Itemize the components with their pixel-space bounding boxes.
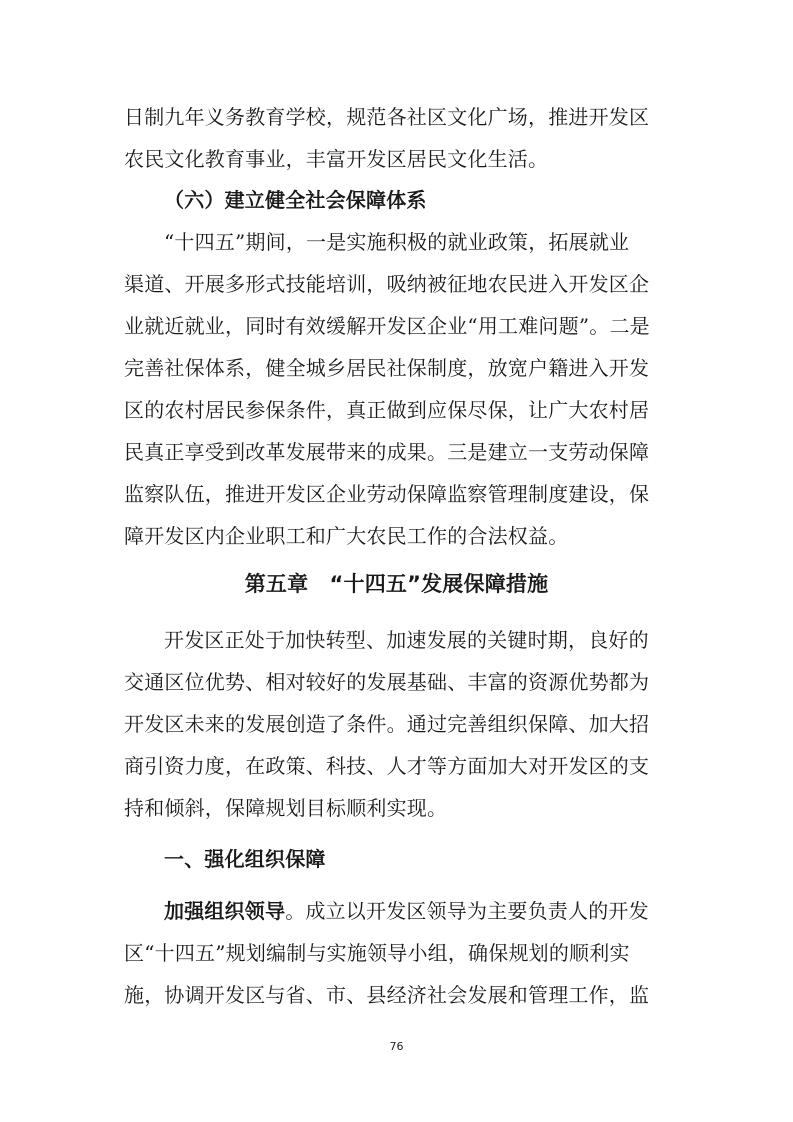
text-line: 障开发区内企业职工和广大农民工作的合法权益。 — [124, 524, 569, 548]
text-line: 业就近就业，同时有效缓解开发区企业“用工难问题”。二是 — [124, 314, 650, 338]
text-line: 施，协调开发区与省、市、县经济社会发展和管理工作，监 — [124, 983, 650, 1007]
text-line: 民真正享受到改革发展带来的成果。三是建立一支劳动保障 — [124, 440, 650, 464]
text-line: 完善社保体系，健全城乡居民社保制度，放宽户籍进入开发 — [124, 356, 650, 380]
page-number: 76 — [389, 1040, 404, 1053]
text-line — [164, 898, 649, 924]
text-line: 渠道、开展多形式技能培训，吸纳被征地农民进入开发区企 — [124, 272, 650, 296]
section-heading: （六）建立健全社会保障体系 — [164, 188, 427, 212]
text-line: “十四五”期间，一是实施积极的就业政策，拓展就业 — [164, 230, 630, 254]
text-line: 区“十四五”规划编制与实施领导小组，确保规划的顺利实 — [124, 941, 630, 965]
text-line: 区的农村居民参保条件，真正做到应保尽保，让广大农村居 — [124, 398, 650, 422]
text-line: 监察队伍，推进开发区企业劳动保障监察管理制度建设，保 — [124, 482, 650, 506]
text-line: 持和倾斜，保障规划目标顺利实现。 — [124, 796, 448, 820]
section-heading: 一、强化组织保障 — [164, 847, 326, 871]
text-line: 日制九年义务教育学校，规范各社区文化广场，推进开发区 — [124, 105, 650, 129]
text-line: 交通区位优势、相对较好的发展基础、丰富的资源优势都为 — [124, 670, 650, 694]
text-span: 。成立以开发区领导为主要负责人的开发 — [285, 899, 649, 923]
text-line: 商引资力度，在政策、科技、人才等方面加大对开发区的支 — [124, 754, 650, 778]
text-line: 农民文化教育事业，丰富开发区居民文化生活。 — [124, 147, 549, 171]
text-line: 开发区正处于加快转型、加速发展的关键时期，良好的 — [164, 628, 649, 652]
chapter-heading: 第五章 “十四五”发展保障措施 — [244, 572, 549, 596]
paragraph-lead: 加强组织领导 — [164, 899, 286, 923]
text-line: 开发区未来的发展创造了条件。通过完善组织保障、加大招 — [124, 712, 650, 736]
